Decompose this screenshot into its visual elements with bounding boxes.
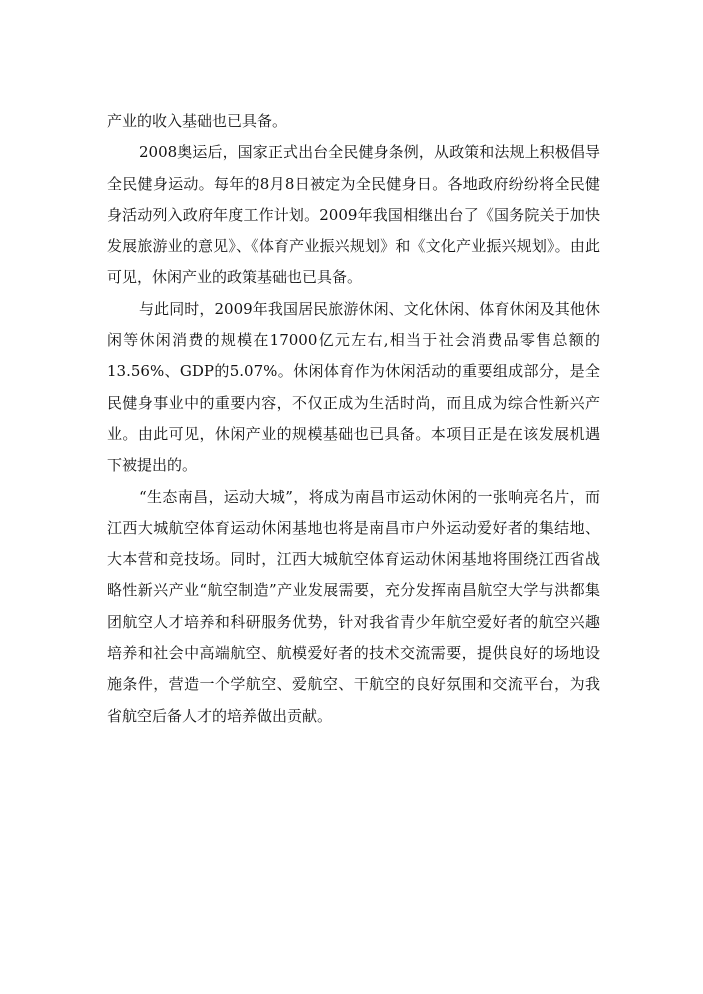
paragraph-project-vision: “生态南昌，运动大城”，将成为南昌市运动休闲的一张响亮名片，而江西大城航空体育运动休闲基地也将是南昌市户外运动爱好者的集结地、大本营和竞技场。同时，江西大城航空体育运动休闲基地将围绕江西省战略性新兴产业“航空制造”产业发展需要，充分发挥南昌航空大学与洪都集团航空人才培养和科研服务优势，针对我省青少年航空爱好者的航空兴趣培养和社会中高端航空、航模爱好者的技术交流需要，提供良好的场地设施条件，营造一个学航空、爱航空、干航空的良好氛围和交流平台，为我省航空后备人才的培养做出贡献。 xyxy=(107,487,600,725)
paragraph-policy-basis: 2008奥运后，国家正式出台全民健身条例，从政策和法规上积极倡导全民健身运动。每年的8月8日被定为全民健身日。各地政府纷纷将全民健身活动列入政府年度工作计划。2009年我国相继出台了《国务院关于加快发展旅游业的意见》、《体育产业振兴规划》和《文化产业振兴规划》。由此可见，休闲产业的政策基础也已具备。 xyxy=(107,143,600,287)
paragraph-scale-basis: 与此同时，2009年我国居民旅游休闲、文化休闲、体育休闲及其他休闲等休闲消费的规模在17000亿元左右,相当于社会消费品零售总额的13.56%、GDP的5.07%。休闲体育作为休闲活动的重要组成部分，是全民健身事业中的重要内容，不仅正成为生活时尚，而且成为综合性新兴产业。由此可见，休闲产业的规模基础也已具备。本项目正是在该发展机遇下被提出的。 xyxy=(107,299,600,475)
paragraph-continuation: 产业的收入基础也已具备。 xyxy=(107,112,288,130)
document-body xyxy=(107,106,600,732)
